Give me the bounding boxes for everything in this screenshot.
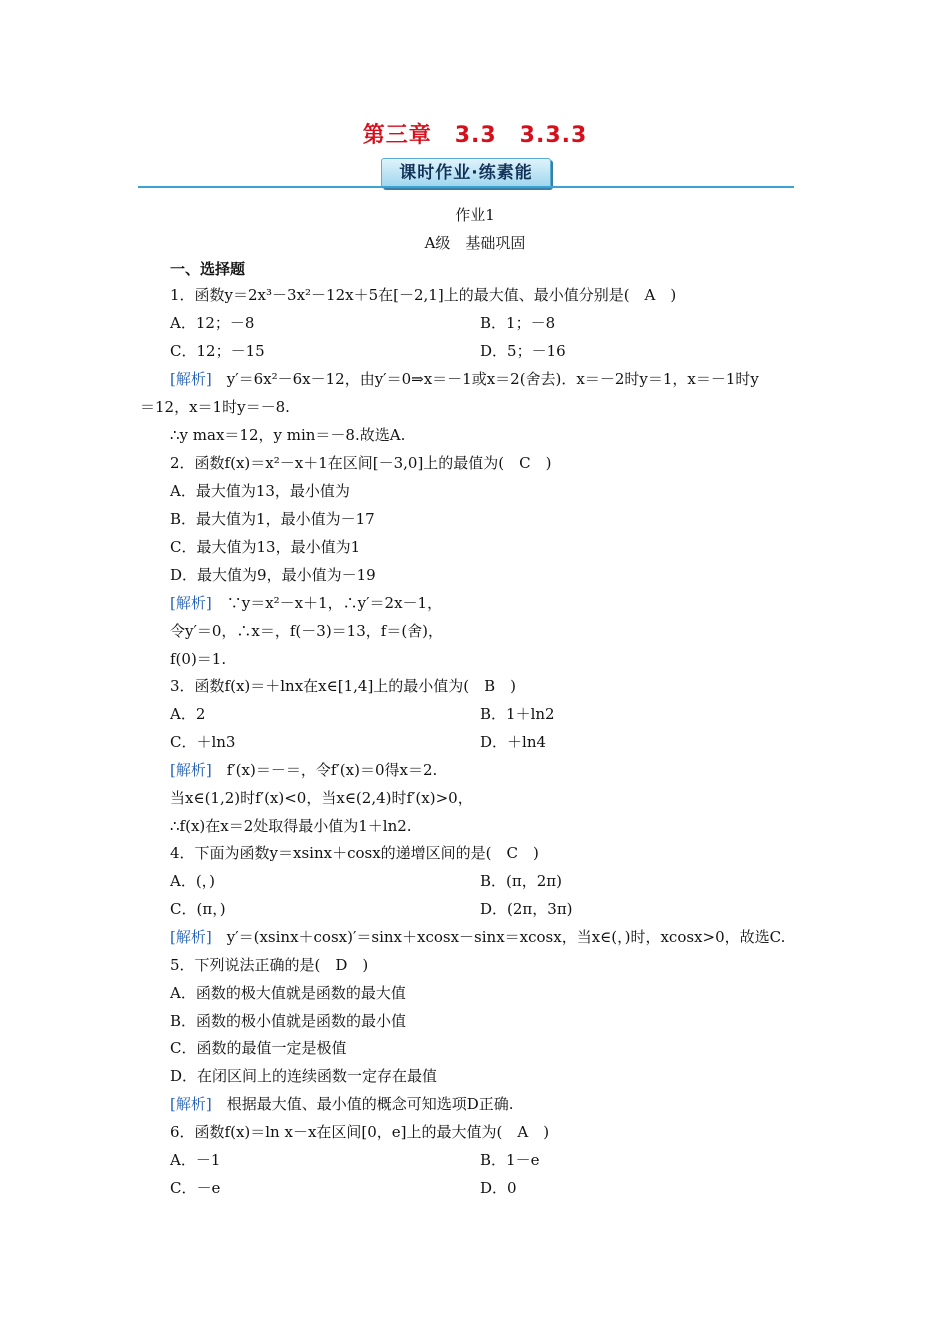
analysis-label: [解析] — [170, 1095, 212, 1113]
question-2-analysis-2: 令y′＝0，∴x＝，f(－3)＝13，f＝(舍)， — [170, 622, 444, 640]
question-6-option-d: D．0 — [480, 1179, 517, 1197]
analysis-text: ∵y＝x²－x＋1，∴y′＝2x－1， — [211, 594, 443, 612]
question-1-option-d: D．5；－16 — [480, 342, 566, 360]
question-2-option-b: B．最大值为1，最小值为－17 — [170, 510, 375, 528]
analysis-label: [解析] — [170, 594, 212, 612]
question-3-option-d: D．＋ln4 — [480, 733, 547, 751]
question-6-stem: 6．函数f(x)＝ln x－x在区间[0，e]上的最大值为( A ) — [170, 1123, 550, 1141]
question-3-analysis-3: ∴f(x)在x＝2处取得最小值为1＋ln2. — [170, 817, 412, 835]
question-3-option-b: B．1＋ln2 — [480, 705, 555, 723]
question-5-option-d: D．在闭区间上的连续函数一定存在最值 — [170, 1067, 438, 1085]
question-3-option-a: A．2 — [170, 705, 206, 723]
question-3-option-c: C．＋ln3 — [170, 733, 236, 751]
question-5-option-a: A．函数的极大值就是函数的最大值 — [170, 984, 406, 1002]
question-1-analysis-2: ＝12，x＝1时y＝－8. — [140, 398, 290, 416]
question-5-option-b: B．函数的极小值就是函数的最小值 — [170, 1012, 407, 1030]
analysis-text: 根据最大值、最小值的概念可知选项D正确. — [211, 1095, 514, 1113]
question-6-option-a: A．－1 — [170, 1151, 221, 1169]
question-6-option-c: C．－e — [170, 1179, 221, 1197]
analysis-label: [解析] — [170, 370, 212, 388]
question-2-option-a: A．最大值为13，最小值为 — [170, 482, 350, 500]
question-2-analysis-3: f(0)＝1. — [170, 650, 227, 668]
question-1-stem: 1．函数y＝2x³－3x²－12x＋5在[－2,1]上的最大值、最小值分别是( A ) — [170, 286, 677, 304]
question-4-option-d: D．(2π，3π) — [480, 900, 573, 918]
question-4-option-b: B．(π，2π) — [480, 872, 562, 890]
work-title: 作业1 — [455, 206, 495, 224]
analysis-label: [解析] — [170, 928, 212, 946]
question-1-option-c: C．12；－15 — [170, 342, 265, 360]
analysis-text: y′＝6x²－6x－12，由y′＝0⇒x＝－1或x＝2(舍去)．x＝－2时y＝1，x＝－1时y — [211, 370, 759, 388]
question-1-option-b: B．1；－8 — [480, 314, 556, 332]
question-5-option-c: C．函数的最值一定是极值 — [170, 1039, 347, 1057]
question-3-analysis — [170, 760, 437, 780]
question-2-analysis — [170, 593, 442, 613]
question-5-analysis — [170, 1094, 514, 1114]
homework-banner: 课时作业·练素能 — [381, 158, 551, 188]
question-1-analysis-3: ∴y max＝12，y min＝－8.故选A. — [170, 426, 406, 444]
question-4-option-c: C．(π，) — [170, 900, 226, 918]
question-3-stem: 3．函数f(x)＝＋lnx在x∈[1,4]上的最小值为( B ) — [170, 677, 517, 695]
level-title: A级 基础巩固 — [424, 234, 526, 252]
question-4-analysis — [170, 927, 785, 947]
question-5-stem: 5．下列说法正确的是( D ) — [170, 956, 369, 974]
question-1-option-a: A．12；－8 — [170, 314, 255, 332]
question-1-analysis — [170, 369, 759, 389]
question-2-option-c: C．最大值为13，最小值为1 — [170, 538, 361, 556]
analysis-label: [解析] — [170, 761, 212, 779]
question-2-option-d: D．最大值为9，最小值为－19 — [170, 566, 376, 584]
analysis-text: f′(x)＝－＝，令f′(x)＝0得x＝2. — [211, 761, 438, 779]
question-4-stem: 4．下面为函数y＝xsinx＋cosx的递增区间的是( C ) — [170, 844, 539, 862]
section-heading: 一、选择题 — [170, 260, 246, 278]
question-6-option-b: B．1－e — [480, 1151, 540, 1169]
chapter-title: 第三章 3.3 3.3.3 — [362, 123, 588, 148]
question-3-analysis-2: 当x∈(1,2)时f′(x)<0，当x∈(2,4)时f′(x)>0， — [170, 789, 473, 807]
question-2-stem: 2．函数f(x)＝x²－x＋1在区间[－3,0]上的最值为( C ) — [170, 454, 552, 472]
analysis-text: y′＝(xsinx＋cosx)′＝sinx＋xcosx－sinx＝xcosx，当x∈(，)时，xcosx>0，故选C. — [211, 928, 786, 946]
question-4-option-a: A．(，) — [170, 872, 216, 890]
header-divider — [138, 186, 794, 188]
